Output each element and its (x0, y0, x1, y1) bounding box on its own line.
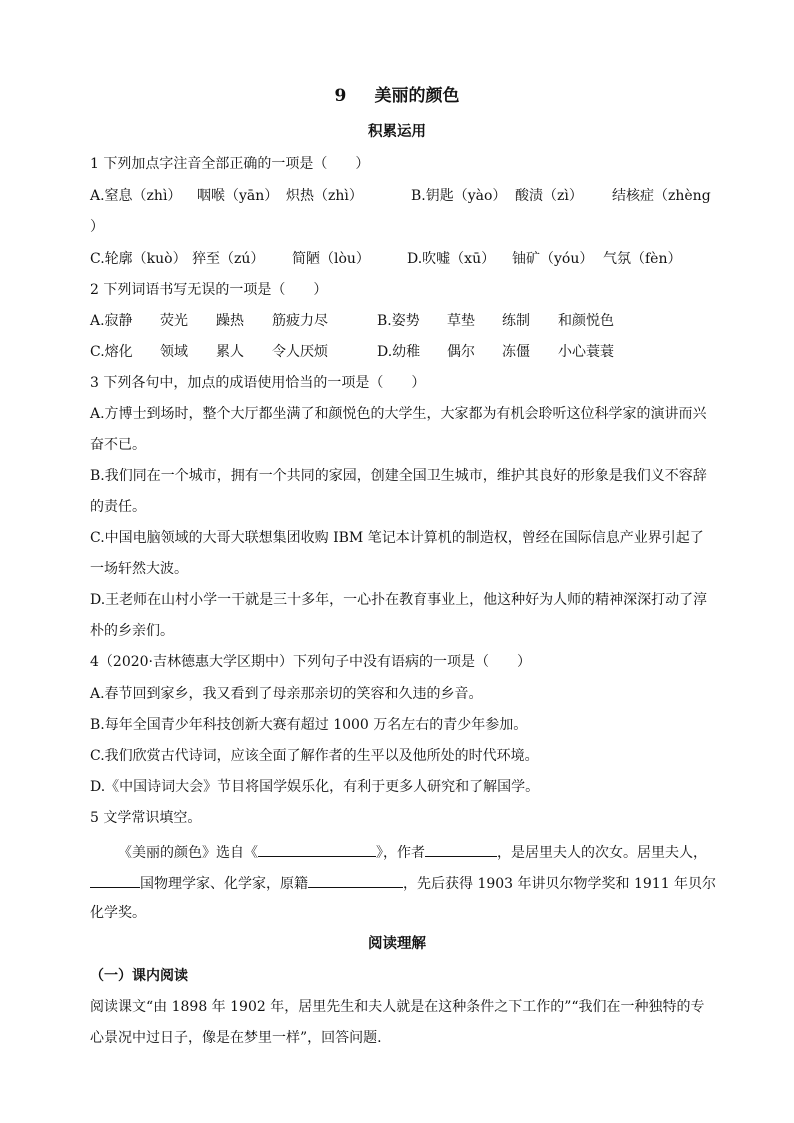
q5-text-2: 》，作者 (376, 845, 425, 861)
page-title (0, 86, 794, 106)
q2-option-b3: 练制 (502, 313, 530, 329)
q1-option-c2: 猝至（zú） (192, 251, 265, 267)
section-heading-reading: 阅读理解 (368, 935, 426, 952)
q3-option-d-line1: D.王老师在山村小学一干就是三十多年，一心扑在教育事业上，他这种好为人师的精神深深打动了淳 (90, 592, 708, 608)
lesson-title: 美丽的颜色 (374, 86, 460, 106)
q2-option-d1: D.幼稚 (377, 344, 421, 360)
q5-line2 (90, 872, 716, 894)
q2-option-a1: A.寂静 (90, 313, 133, 329)
q5-text-5: ，先后获得 1903 年讲贝尔物学奖和 1911 年贝尔 (403, 876, 717, 892)
q2-option-c1: C.熔化 (90, 344, 133, 360)
q3-option-a-line2: 奋不已。 (90, 437, 146, 453)
q2-stem: 2 下列词语书写无误的一项是（ ） (90, 282, 328, 298)
q4-option-d: D.《中国诗词大会》节目将国学娱乐化，有利于更多人研究和了解国学。 (90, 779, 540, 795)
q2-option-d2: 偶尔 (447, 344, 475, 360)
q3-option-b-line1: B.我们同在一个城市，拥有一个共同的家园，创建全国卫生城市，维护其良好的形象是我们义不容辞 (90, 468, 707, 484)
reading-instruction-line2: 心景况中过日子，像是在梦里一样”，回答问题. (90, 1030, 382, 1046)
q2-option-d3: 冻僵 (502, 344, 530, 360)
q1-option-b2: 酸渍（zì） (515, 188, 583, 204)
q1-option-d2: 铀矿（yóu） (512, 251, 594, 267)
q3-option-c-line2: 一场轩然大波。 (90, 561, 188, 577)
q4-option-a: A.春节回到家乡，我又看到了母亲那亲切的笑容和久违的乡音。 (90, 686, 483, 702)
q1-stem: 1 下列加点字注音全部正确的一项是（ ） (90, 156, 370, 172)
q2-option-a4: 筋疲力尽 (272, 313, 328, 329)
q2-option-c2: 领域 (160, 344, 188, 360)
fill-blank-nationality[interactable] (90, 872, 140, 888)
q1-option-d1: D.吹嘘（xū） (407, 251, 496, 267)
q3-option-d-line2: 朴的乡亲们。 (90, 623, 174, 639)
q4-option-b: B.每年全国青少年科技创新大赛有超过 1000 万名左右的青少年参加。 (90, 717, 528, 733)
q2-option-a3: 躁热 (216, 313, 244, 329)
q3-option-b-line2: 的责任。 (90, 499, 146, 515)
q5-text-1: 《美丽的颜色》选自《 (118, 845, 258, 861)
section-heading-accumulate: 积累运用 (368, 123, 426, 140)
q1-option-b1: B.钥匙（yào） (411, 188, 507, 204)
q3-option-a-line1: A.方博士到场时，整个大厅都坐满了和颜悦色的大学生，大家都为有机会聆听这位科学家的演讲而兴 (90, 406, 707, 422)
q1-option-d3: 气氛（fèn） (603, 251, 682, 267)
q2-option-b4: 和颜悦色 (558, 313, 614, 329)
reading-instruction-line1: 阅读课文“由 1898 年 1902 年，居里先生和夫人就是在这种条件之下工作的”“我们在一种独特的专 (90, 999, 705, 1015)
q2-option-a2: 荧光 (160, 313, 188, 329)
q5-line1 (118, 841, 707, 863)
fill-blank-author[interactable] (425, 841, 497, 857)
q4-stem: 4（2020·吉林德惠大学区期中）下列句子中没有语病的一项是（ ） (90, 654, 531, 670)
q2-option-d4: 小心蓑蓑 (558, 344, 614, 360)
q5-stem: 5 文学常识填空。 (90, 810, 202, 826)
q3-option-c-line1: C.中国电脑领域的大哥大联想集团收购 IBM 笔记本计算机的制造权，曾经在国际信息产业界引起了 (90, 530, 704, 546)
q5-text-4: 国物理学家、化学家，原籍 (140, 876, 308, 892)
q3-stem: 3 下列各句中，加点的成语使用恰当的一项是（ ） (90, 375, 426, 391)
q1-option-a3: 炽热（zhì） (286, 188, 363, 204)
q1-option-a2: 咽喉（yān） (197, 188, 279, 204)
fill-blank-source[interactable] (258, 841, 376, 857)
q1-option-a1: A.窒息（zhì） (90, 188, 182, 204)
q1-option-c1: C.轮廓（kuò） (90, 251, 187, 267)
q2-option-b1: B.姿势 (377, 313, 420, 329)
fill-blank-origin[interactable] (308, 872, 403, 888)
q1-option-c3: 简陋（lòu） (292, 251, 370, 267)
q5-text-3: ，是居里夫人的次女。居里夫人， (497, 845, 707, 861)
reading-subsection: （一）课内阅读 (90, 968, 188, 984)
lesson-number: 9 (334, 86, 347, 106)
q4-option-c: C.我们欣赏古代诗词，应该全面了解作者的生平以及他所处的时代环境。 (90, 748, 539, 764)
q2-option-b2: 草垫 (447, 313, 475, 329)
q2-option-c4: 令人厌烦 (272, 344, 328, 360)
q5-line3: 化学奖。 (90, 905, 146, 921)
q2-option-c3: 累人 (216, 344, 244, 360)
q1-option-b3-tail: ） (90, 219, 104, 235)
q1-option-b3: 结核症（zhèng (612, 188, 711, 204)
